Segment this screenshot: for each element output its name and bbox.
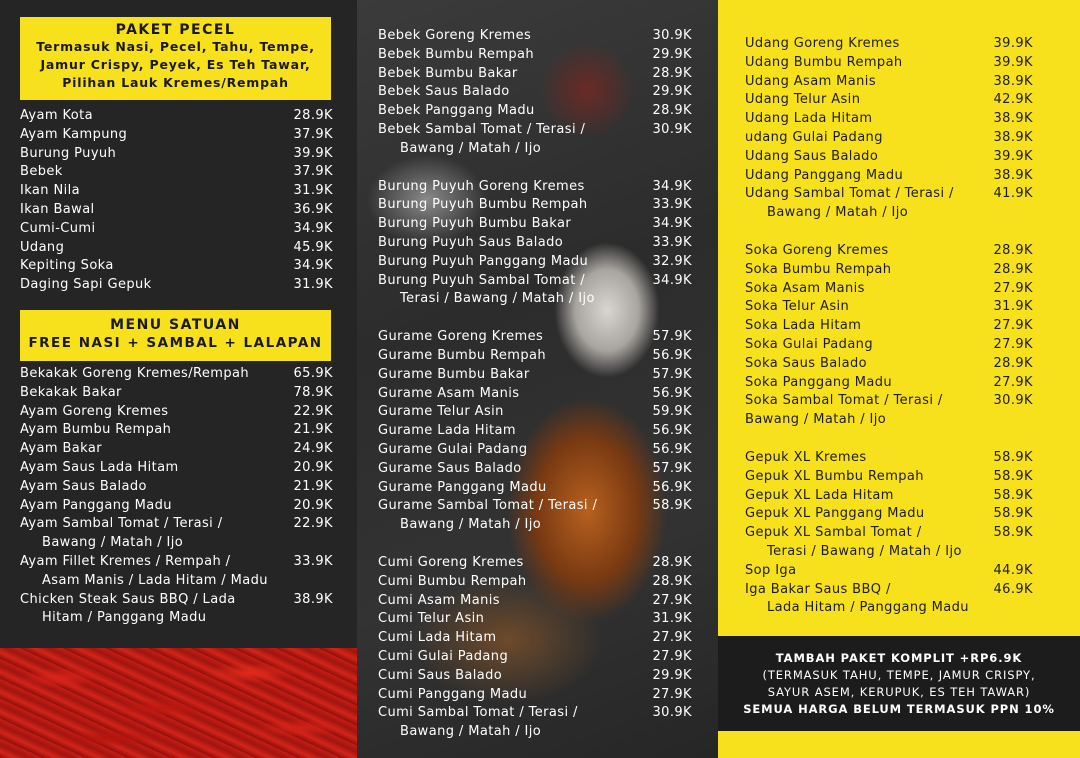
group-spacer — [378, 309, 692, 328]
menu-item-price: 21.9K — [293, 422, 333, 438]
menu-item-name: Bawang / Matah / Ijo — [400, 140, 542, 156]
left-column — [0, 0, 357, 758]
menu-item-name: Hitam / Panggang Madu — [42, 610, 207, 626]
menu-item-price: 39.9K — [293, 145, 333, 161]
menu-item-price — [283, 609, 333, 628]
menu-item-price — [983, 543, 1033, 562]
menu-item-price: 38.9K — [993, 111, 1033, 127]
menu-item — [745, 468, 1033, 487]
menu-item-price: 38.9K — [293, 591, 333, 607]
menu-item — [745, 35, 1033, 54]
menu-item — [378, 328, 692, 347]
menu-item-price: 28.9K — [993, 355, 1033, 371]
menu-item — [20, 145, 333, 164]
menu-item-price: 58.9K — [993, 449, 1033, 465]
menu-item-name: Udang Saus Balado — [745, 148, 879, 164]
menu-item-name: Cumi-Cumi — [20, 220, 96, 236]
menu-item-price — [642, 723, 692, 742]
menu-item-price: 56.9K — [652, 347, 692, 363]
menu-item — [378, 629, 692, 648]
note-line-1: TAMBAH PAKET KOMPLIT +RP6.9K — [775, 651, 1023, 665]
menu-item — [378, 102, 692, 121]
menu-item-name: Asam Manis / Lada Hitam / Madu — [42, 572, 268, 588]
menu-item-price: 37.9K — [293, 126, 333, 142]
menu-item — [745, 581, 1033, 600]
menu-item-price: 28.9K — [293, 108, 333, 123]
menu-item-name: Iga Bakar Saus BBQ / — [745, 581, 891, 597]
menu-item-name: Gurame Asam Manis — [378, 385, 520, 401]
menu-item-price: 28.9K — [652, 103, 692, 119]
right-yellow-footer — [718, 731, 1080, 758]
right-yellow-panel — [718, 0, 1080, 636]
menu-item-name: Gurame Goreng Kremes — [378, 329, 544, 345]
menu-item-price: 28.9K — [993, 242, 1033, 258]
menu-item — [20, 553, 333, 572]
group-spacer — [378, 159, 692, 178]
menu-item-price: 46.9K — [993, 581, 1033, 597]
menu-item — [378, 234, 692, 253]
menu-item-price: 27.9K — [652, 686, 692, 702]
menu-item-price: 27.9K — [652, 648, 692, 664]
paket-komplit-note — [718, 650, 1080, 718]
menu-item-name: Gepuk XL Sambal Tomat / — [745, 525, 922, 541]
menu-item-price: 34.9K — [293, 258, 333, 274]
menu-item-name: Udang Sambal Tomat / Terasi / — [745, 186, 954, 202]
menu-item-name: Ayam Fillet Kremes / Rempah / — [20, 553, 231, 569]
menu-item-price: 33.9K — [293, 553, 333, 569]
menu-item — [378, 441, 692, 460]
menu-item-name: Bebek Panggang Madu — [378, 103, 535, 119]
menu-item — [745, 110, 1033, 129]
menu-item — [20, 220, 333, 239]
menu-item-name: Bawang / Matah / Ijo — [745, 412, 887, 428]
menu-item-name: Bekakak Bakar — [20, 384, 122, 400]
menu-item-price: 29.9K — [652, 667, 692, 683]
menu-item-name: Terasi / Bawang / Matah / Ijo — [400, 291, 595, 307]
menu-item — [20, 609, 333, 628]
menu-item — [378, 385, 692, 404]
menu-item-name: Udang Goreng Kremes — [745, 36, 900, 51]
menu-item-price: 59.9K — [652, 404, 692, 420]
menu-item — [745, 411, 1033, 430]
menu-item-price: 57.9K — [652, 366, 692, 382]
middle-column — [357, 0, 718, 758]
menu-item — [378, 497, 692, 516]
menu-item-name: Bebek — [20, 164, 63, 180]
menu-item-price — [642, 516, 692, 535]
menu-item-price: 45.9K — [293, 239, 333, 255]
menu-item-name: Bawang / Matah / Ijo — [42, 535, 184, 551]
menu-item-price: 34.9K — [652, 178, 692, 194]
menu-item — [20, 440, 333, 459]
menu-item-price: 56.9K — [652, 479, 692, 495]
menu-item-name: Gurame Lada Hitam — [378, 423, 516, 439]
menu-item-price: 27.9K — [993, 336, 1033, 352]
menu-item-price: 34.9K — [652, 272, 692, 288]
menu-item-price: 32.9K — [652, 253, 692, 269]
menu-item-price: 30.9K — [652, 121, 692, 137]
menu-item-price — [983, 599, 1033, 618]
menu-item-name: Gepuk XL Bumbu Rempah — [745, 468, 924, 484]
paket-pecel-header — [20, 17, 331, 100]
menu-item-name: Cumi Gulai Padang — [378, 648, 509, 664]
menu-item-name: Udang Panggang Madu — [745, 167, 904, 183]
menu-item-name: Bebek Bumbu Rempah — [378, 46, 535, 62]
menu-item — [745, 524, 1033, 543]
menu-item — [20, 515, 333, 534]
menu-item-price: 65.9K — [293, 366, 333, 381]
menu-item — [20, 182, 333, 201]
menu-satuan-subtitle: FREE NASI + SAMBAL + LALAPAN — [28, 335, 323, 351]
menu-item — [745, 242, 1033, 261]
menu-item — [378, 83, 692, 102]
right-column — [718, 0, 1080, 758]
menu-item-name: Ikan Bawal — [20, 201, 95, 217]
menu-item-name: Ayam Bumbu Rempah — [20, 422, 172, 438]
menu-item — [378, 272, 692, 291]
menu-satuan-header — [20, 310, 331, 361]
menu-item-price: 20.9K — [293, 459, 333, 475]
menu-item — [20, 591, 333, 610]
menu-item-price: 33.9K — [652, 197, 692, 213]
menu-item — [378, 403, 692, 422]
menu-item — [378, 554, 692, 573]
menu-item-name: Bawang / Matah / Ijo — [400, 724, 542, 740]
menu-item-name: Ayam Goreng Kremes — [20, 403, 169, 419]
menu-item-price: 27.9K — [652, 630, 692, 646]
menu-item-price: 27.9K — [993, 318, 1033, 334]
menu-item-name: Udang Lada Hitam — [745, 111, 873, 127]
menu-item-name: Cumi Bumbu Rempah — [378, 573, 527, 589]
menu-item-name: Gurame Bumbu Bakar — [378, 366, 530, 382]
menu-item — [745, 374, 1033, 393]
menu-item-name: Cumi Panggang Madu — [378, 686, 528, 702]
menu-item-price: 78.9K — [293, 384, 333, 400]
menu-item — [20, 257, 333, 276]
menu-item — [745, 505, 1033, 524]
menu-item — [378, 178, 692, 197]
menu-item-price: 56.9K — [652, 385, 692, 401]
menu-item-price: 27.9K — [993, 280, 1033, 296]
menu-item-name: Gepuk XL Lada Hitam — [745, 487, 894, 503]
menu-item-name: Ayam Saus Balado — [20, 478, 147, 494]
menu-item-name: Burung Puyuh — [20, 145, 117, 161]
menu-item — [378, 573, 692, 592]
menu-item-name: Gurame Saus Balado — [378, 460, 522, 476]
menu-item — [20, 572, 333, 591]
menu-item-price: 39.9K — [993, 148, 1033, 164]
menu-item-name: Bebek Goreng Kremes — [378, 28, 532, 43]
menu-item — [378, 610, 692, 629]
menu-item — [20, 384, 333, 403]
menu-item-price: 28.9K — [993, 261, 1033, 277]
menu-item-price: 31.9K — [293, 277, 333, 293]
menu-item — [745, 298, 1033, 317]
menu-item-price: 34.9K — [293, 220, 333, 236]
menu-item-name: Gurame Sambal Tomat / Terasi / — [378, 498, 598, 514]
menu-item — [20, 201, 333, 220]
menu-item-price: 57.9K — [652, 460, 692, 476]
menu-item-price: 30.9K — [652, 705, 692, 721]
menu-item — [745, 599, 1033, 618]
menu-item-price: 34.9K — [652, 216, 692, 232]
menu-item — [745, 355, 1033, 374]
menu-item-name: Cumi Saus Balado — [378, 667, 503, 683]
menu-item-name: Soka Lada Hitam — [745, 318, 862, 334]
menu-item — [20, 478, 333, 497]
menu-item-name: Gepuk XL Kremes — [745, 449, 867, 465]
menu-item-price: 22.9K — [293, 403, 333, 419]
menu-item-price: 39.9K — [993, 36, 1033, 51]
menu-item — [378, 648, 692, 667]
menu-item — [20, 421, 333, 440]
menu-item — [378, 516, 692, 535]
menu-item-name: Cumi Sambal Tomat / Terasi / — [378, 705, 578, 721]
menu-item-name: Udang Bumbu Rempah — [745, 54, 903, 70]
menu-item-price: 38.9K — [993, 129, 1033, 145]
paket-pecel-subtitle-3: Pilihan Lauk Kremes/Rempah — [62, 75, 289, 90]
menu-item-name: Cumi Asam Manis — [378, 592, 500, 608]
menu-item-price: 27.9K — [652, 592, 692, 608]
menu-item-price: 29.9K — [652, 46, 692, 62]
menu-item — [20, 459, 333, 478]
menu-item-price: 33.9K — [652, 234, 692, 250]
menu-item-price: 20.9K — [293, 497, 333, 513]
menu-item-name: Soka Bumbu Rempah — [745, 261, 892, 277]
menu-item-name: Bebek Saus Balado — [378, 84, 510, 100]
menu-item-name: Burung Puyuh Panggang Madu — [378, 253, 589, 269]
menu-item-price: 24.9K — [293, 441, 333, 457]
menu-item-price: 57.9K — [652, 329, 692, 345]
menu-item — [378, 479, 692, 498]
menu-item — [378, 460, 692, 479]
menu-item — [378, 366, 692, 385]
menu-item — [745, 91, 1033, 110]
menu-item-price: 56.9K — [652, 441, 692, 457]
menu-item-price: 30.9K — [993, 393, 1033, 409]
group-spacer — [745, 223, 1033, 242]
menu-item-name: Burung Puyuh Bumbu Rempah — [378, 197, 588, 213]
menu-item-name: Ayam Saus Lada Hitam — [20, 459, 179, 475]
menu-item-price: 38.9K — [993, 167, 1033, 183]
menu-item — [378, 27, 692, 46]
note-line-4: SEMUA HARGA BELUM TERMASUK PPN 10% — [743, 702, 1055, 716]
menu-item-price: 27.9K — [993, 374, 1033, 390]
menu-item-price: 36.9K — [293, 201, 333, 217]
menu-item — [20, 534, 333, 553]
menu-item-price: 58.9K — [993, 506, 1033, 522]
menu-item-price: 28.9K — [652, 573, 692, 589]
menu-item — [745, 167, 1033, 186]
menu-item-name: Burung Puyuh Goreng Kremes — [378, 178, 585, 194]
menu-item — [745, 449, 1033, 468]
menu-item-name: Ikan Nila — [20, 183, 80, 199]
menu-item-name: Terasi / Bawang / Matah / Ijo — [767, 543, 962, 559]
menu-item-name: Bawang / Matah / Ijo — [767, 205, 909, 221]
menu-item-price — [983, 411, 1033, 430]
menu-item-price: 56.9K — [652, 423, 692, 439]
menu-item-name: Gepuk XL Panggang Madu — [745, 506, 925, 522]
menu-item-name: Soka Sambal Tomat / Terasi / — [745, 393, 943, 409]
menu-item — [20, 239, 333, 258]
menu-item-name: Ayam Sambal Tomat / Terasi / — [20, 516, 223, 532]
paket-pecel-title: PAKET PECEL — [115, 22, 236, 38]
menu-item-name: Burung Puyuh Bumbu Bakar — [378, 216, 572, 232]
menu-item-price — [642, 290, 692, 309]
menu-item — [745, 185, 1033, 204]
menu-item — [378, 46, 692, 65]
menu-item-name: Bebek Sambal Tomat / Terasi / — [378, 121, 586, 137]
menu-item-price: 39.9K — [993, 54, 1033, 70]
menu-item-name: Chicken Steak Saus BBQ / Lada — [20, 591, 236, 607]
menu-item — [745, 336, 1033, 355]
menu-item — [378, 347, 692, 366]
menu-item — [20, 365, 333, 384]
menu-item — [745, 392, 1033, 411]
menu-item — [378, 667, 692, 686]
menu-item-price: 58.9K — [993, 468, 1033, 484]
menu-item — [20, 107, 333, 126]
menu-item-name: Bekakak Goreng Kremes/Rempah — [20, 366, 249, 381]
menu-item — [745, 148, 1033, 167]
menu-item — [20, 497, 333, 516]
menu-item-name: Lada Hitam / Panggang Madu — [767, 600, 969, 616]
menu-item-price — [983, 204, 1033, 223]
menu-item — [378, 704, 692, 723]
menu-item-name: Daging Sapi Gepuk — [20, 277, 152, 293]
menu-item-name: Soka Saus Balado — [745, 355, 868, 371]
menu-item-name: Soka Telur Asin — [745, 299, 850, 315]
menu-item-name: udang Gulai Padang — [745, 129, 883, 145]
menu-item — [20, 126, 333, 145]
menu-item-price: 31.9K — [652, 611, 692, 627]
menu-item-price: 58.9K — [993, 487, 1033, 503]
menu-item — [378, 253, 692, 272]
menu-item-price: 41.9K — [993, 186, 1033, 202]
menu-item-price: 28.9K — [652, 554, 692, 570]
menu-item — [745, 261, 1033, 280]
menu-item-price — [283, 534, 333, 553]
menu-item-name: Soka Panggang Madu — [745, 374, 893, 390]
group-spacer — [378, 535, 692, 554]
menu-item-price: 58.9K — [993, 525, 1033, 541]
group-spacer — [745, 430, 1033, 449]
menu-item-name: Gurame Gulai Padang — [378, 441, 528, 457]
menu-satuan-list — [20, 365, 333, 628]
menu-item-name: Cumi Goreng Kremes — [378, 554, 524, 570]
menu-item-name: Gurame Bumbu Rempah — [378, 347, 547, 363]
menu-item-price — [283, 572, 333, 591]
menu-item — [745, 280, 1033, 299]
menu-item-price: 29.9K — [652, 84, 692, 100]
paket-pecel-subtitle-1: Termasuk Nasi, Pecel, Tahu, Tempe, — [36, 39, 315, 54]
menu-item-name: Ayam Bakar — [20, 441, 102, 457]
menu-item — [20, 276, 333, 295]
menu-item-price: 31.9K — [293, 183, 333, 199]
menu-item-name: Bebek Bumbu Bakar — [378, 65, 518, 81]
menu-item — [378, 140, 692, 159]
menu-item-name: Kepiting Soka — [20, 258, 114, 274]
menu-item — [745, 204, 1033, 223]
menu-item — [745, 129, 1033, 148]
menu-item — [745, 487, 1033, 506]
menu-item-name: Gurame Telur Asin — [378, 404, 504, 420]
menu-item — [378, 121, 692, 140]
menu-item-price: 30.9K — [652, 28, 692, 43]
menu-item-name: Soka Goreng Kremes — [745, 242, 889, 258]
middle-menu-list — [378, 27, 692, 742]
menu-item-price: 38.9K — [993, 73, 1033, 89]
menu-item-name: Gurame Panggang Madu — [378, 479, 547, 495]
menu-item-price: 37.9K — [293, 164, 333, 180]
menu-item-name: Cumi Telur Asin — [378, 611, 485, 627]
menu-item-name: Bawang / Matah / Ijo — [400, 517, 542, 533]
menu-item-name: Udang — [20, 239, 65, 255]
menu-item-name: Burung Puyuh Saus Balado — [378, 234, 564, 250]
menu-item-name: Ayam Kampung — [20, 126, 128, 142]
menu-item — [745, 317, 1033, 336]
menu-item-price: 44.9K — [993, 562, 1033, 578]
menu-item — [20, 403, 333, 422]
menu-item-name: Ayam Panggang Madu — [20, 497, 172, 513]
menu-item — [20, 163, 333, 182]
menu-item — [745, 54, 1033, 73]
menu-item-price — [642, 140, 692, 159]
menu-item-price: 21.9K — [293, 478, 333, 494]
note-line-2: (TERMASUK TAHU, TEMPE, JAMUR CRISPY, — [762, 668, 1036, 682]
right-menu-list — [745, 35, 1033, 618]
menu-satuan-title: MENU SATUAN — [110, 317, 241, 333]
menu-item-name: Cumi Lada Hitam — [378, 630, 497, 646]
menu-item-price: 58.9K — [652, 498, 692, 514]
menu-item — [378, 65, 692, 84]
menu-item-price: 28.9K — [652, 65, 692, 81]
menu-item-name: Sop Iga — [745, 562, 797, 578]
menu-item-name: Udang Telur Asin — [745, 92, 861, 108]
menu-item — [378, 422, 692, 441]
paket-pecel-subtitle-2: Jamur Crispy, Peyek, Es Teh Tawar, — [40, 57, 311, 72]
menu-item-name: Burung Puyuh Sambal Tomat / — [378, 272, 586, 288]
note-line-3: SAYUR ASEM, KERUPUK, ES TEH TAWAR) — [767, 685, 1031, 699]
menu-item-price: 22.9K — [293, 516, 333, 532]
menu-item — [745, 562, 1033, 581]
menu-item — [378, 592, 692, 611]
menu-item-name: Soka Asam Manis — [745, 280, 865, 296]
menu-item — [378, 196, 692, 215]
chili-photo — [0, 648, 357, 758]
menu-item-price: 42.9K — [993, 92, 1033, 108]
menu-item-name: Ayam Kota — [20, 108, 93, 123]
menu-item — [378, 723, 692, 742]
paket-pecel-list — [20, 107, 333, 295]
menu-item — [378, 686, 692, 705]
menu-item-price: 31.9K — [993, 299, 1033, 315]
menu-item — [378, 290, 692, 309]
menu-item-name: Udang Asam Manis — [745, 73, 876, 89]
menu-item — [745, 73, 1033, 92]
menu-item-name: Soka Gulai Padang — [745, 336, 873, 352]
menu-item — [745, 543, 1033, 562]
menu-item — [378, 215, 692, 234]
